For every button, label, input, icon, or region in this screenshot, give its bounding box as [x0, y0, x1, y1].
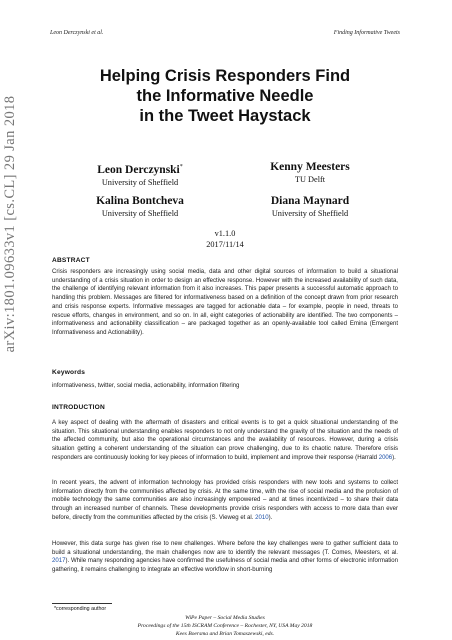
- citation-link[interactable]: 2006: [378, 454, 393, 461]
- citation-link[interactable]: 2010: [255, 514, 269, 521]
- author-block-4: [230, 194, 390, 219]
- title-line-1: Helping Crisis Responders Find: [99, 67, 351, 85]
- author-affiliation: University of Sheffield: [271, 209, 349, 218]
- author-block-3: [60, 194, 220, 219]
- running-header-authors: Leon Derczynski et al.: [50, 30, 104, 36]
- citation-link[interactable]: 2017: [52, 558, 66, 565]
- arxiv-stamp: arXiv:1801.09633v1 [cs.CL] 29 Jan 2018: [2, 95, 18, 353]
- version-date: 2017/11/14: [206, 240, 244, 249]
- running-header-title: Finding Informative Tweets: [333, 30, 400, 36]
- author-name: Diana Maynard: [270, 195, 350, 207]
- author-name: Kalina Bontcheva: [96, 195, 184, 207]
- corresponding-mark: *: [179, 164, 183, 170]
- abstract-heading: ABSTRACT: [52, 257, 90, 264]
- intro-paragraph-3: However, this data surge has given rise to new challenges. Where before the key challenges were to gather sufficient data to build a situational understanding, the main challenges now are to identify the relevant messages (T. Comes, Meesters, et al. 2017). While many responding agencies have confirmed the usefulness of social media and other forms of electronic information gathering, it remains challenging to integrate an effective workflow in short-burning: [52, 541, 398, 574]
- footer-line-3: Kees Boersma and Brian Tomaszewski, eds.: [175, 631, 275, 637]
- author-affiliation: TU Delft: [294, 175, 326, 184]
- author-block-2: [230, 160, 390, 185]
- footer-line-2: Proceedings of the 15th ISCRAM Conference – Rochester, NY, USA May 2018: [137, 623, 313, 629]
- abstract-text: Crisis responders are increasingly using social media, data and other digital sources of information to build a situational understanding of a crisis situation in order to design an effective response. However with the increased availability of such data, the challenge of identifying relevant information from it also increases. This paper presents a successful automatic approach to handling this problem. Messages are filtered for informativeness based on a definition of the concept drawn from prior research and crisis response experts. Informative messages are tagged for actionable data – for example, people in need, threats to rescue efforts, changes in environment, and so on. In all, eight categories of actionability are identified. The two components – informativeness and actionability classification – are packaged together as an openly-available tool called Emina (Emergent Informativeness and Actionability).: [52, 269, 398, 336]
- intro-paragraph-1: A key aspect of dealing with the aftermath of disasters and critical events is to get a quick situational understanding of the situation. This situational understanding enables responders to not only understand the gravity of the situation and the needs of the affected community, but also the operational circumstances and the availability of resources. However, during a crisis situation getting a coherent understanding of the situation can prove challenging, due to its chaotic nature. Therefore crisis responders are continuously looking for key pieces of information to build, implement and improve their response (Harrald 2006).: [52, 420, 398, 461]
- version-number: v1.1.0: [214, 229, 236, 238]
- author-name: Kenny Meesters: [270, 161, 350, 173]
- author-block-1: [60, 160, 220, 188]
- title-line-3: in the Tweet Haystack: [139, 107, 311, 125]
- title-line-2: the Informative Needle: [136, 87, 314, 105]
- version-block: [150, 228, 300, 250]
- footer-line-1: WiPe Paper – Social Media Studies: [185, 615, 265, 621]
- footnote-rule: [52, 603, 112, 604]
- keywords-heading: Keywords: [52, 369, 86, 376]
- author-name: Leon Derczynski*: [97, 163, 183, 176]
- keywords-text: informativeness, twitter, social media, actionability, information filtering: [52, 383, 240, 389]
- author-affiliation: University of Sheffield: [101, 177, 179, 187]
- intro-paragraph-2: In recent years, the advent of information technology has provided crisis responders with new tools and systems to collect information directly from the communities affected by crisis. At the same time, with the rise of social media and the profusion of mobile technology the same communities are also increasingly empowered – and at times incentivized – to share their data through an increased number of channels. These developments provide crisis responders with access to more data than ever before, directly from the communities affected by the crisis (S. Vieweg et al. 2010).: [52, 480, 398, 521]
- author-affiliation: University of Sheffield: [101, 209, 179, 218]
- footnote: *corresponding author: [54, 606, 107, 612]
- paper-title: [50, 66, 400, 126]
- introduction-heading: INTRODUCTION: [52, 404, 105, 411]
